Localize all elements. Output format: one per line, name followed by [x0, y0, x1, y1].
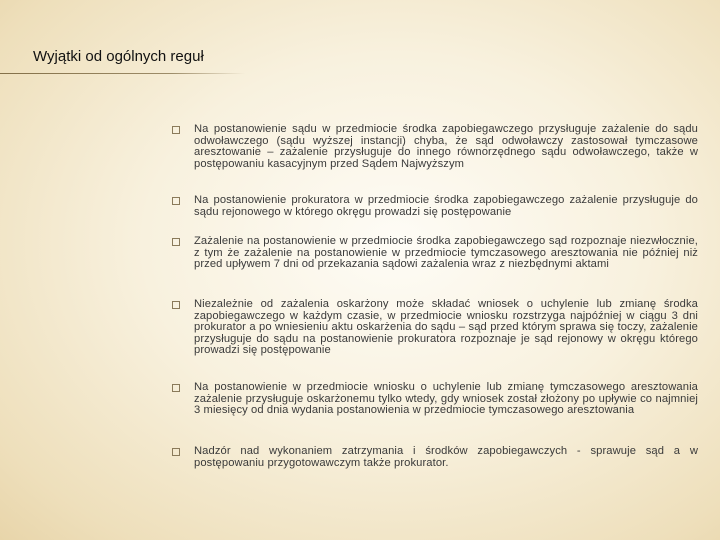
- square-bullet-icon: [172, 384, 180, 392]
- bullet-text: Nadzór nad wykonaniem zatrzymania i środków zapobiegawczych - sprawuje sąd a w postępowaniu przygotowawczym także prokurator.: [194, 445, 698, 469]
- square-bullet-icon: [172, 238, 180, 246]
- bullet-text: Niezależnie od zażalenia oskarżony może składać wniosek o uchylenie lub zmianę środka zapobiegawczego w każdym czasie, w przedmiocie wniosku rozstrzyga najpóźniej w ciągu 3 dni prokurator a po wniesieniu aktu oskarżenia do sądu – sąd przed którym sprawa się toczy, zażalenie przysługuje do sądu na postanowienie prokuratora rozpoznaje je sąd rejonowy w okręgu którego prowadzi się postępowanie: [194, 298, 698, 357]
- bullet-text: Na postanowienie sądu w przedmiocie środka zapobiegawczego przysługuje zażalenie do sądu odwoławczego (sądu wyższej instancji) chyba, że sąd odwoławczy zastosował tymczasowe aresztowanie – zażalenie przysługuje do innego równorzędnego sądu odwoławczego, także w postępowaniu kasacyjnym przed Sądem Najwyższym: [194, 123, 698, 170]
- title-underline: [0, 73, 245, 74]
- bullet-item: [172, 382, 698, 446]
- bullet-text: Na postanowienie w przedmiocie wniosku o uchylenie lub zmianę tymczasowego aresztowania zażalenie przysługuje oskarżonemu tylko wtedy, gdy wniosek został złożony po upływie co najmniej 3 miesięcy od dnia wydania postanowienia w przedmiocie tymczasowego aresztowania: [194, 381, 698, 417]
- bullet-text: Na postanowienie prokuratora w przedmiocie środka zapobiegawczego zażalenie przysługuje do sądu rejonowego w którego okręgu prowadzi się postępowanie: [194, 194, 698, 218]
- bullet-text: Zażalenie na postanowienie w przedmiocie środka zapobiegawczego sąd rozpoznaje niezwłocznie, z tym że zażalenie na postanowienie w przedmiocie tymczasowego aresztowania nie później niż przed upływem 7 dni od przekazania sądowi zażalenia wraz z niezbędnymi aktami: [194, 235, 698, 271]
- bullet-item: [172, 236, 698, 299]
- bullet-item: [172, 124, 698, 195]
- square-bullet-icon: [172, 301, 180, 309]
- slide-title: Wyjątki od ogólnych reguł: [33, 48, 204, 65]
- square-bullet-icon: [172, 126, 180, 134]
- bullet-item: [172, 299, 698, 382]
- square-bullet-icon: [172, 197, 180, 205]
- bullet-item: [172, 195, 698, 236]
- bullet-item: [172, 446, 698, 476]
- bullet-list: [172, 124, 698, 476]
- square-bullet-icon: [172, 448, 180, 456]
